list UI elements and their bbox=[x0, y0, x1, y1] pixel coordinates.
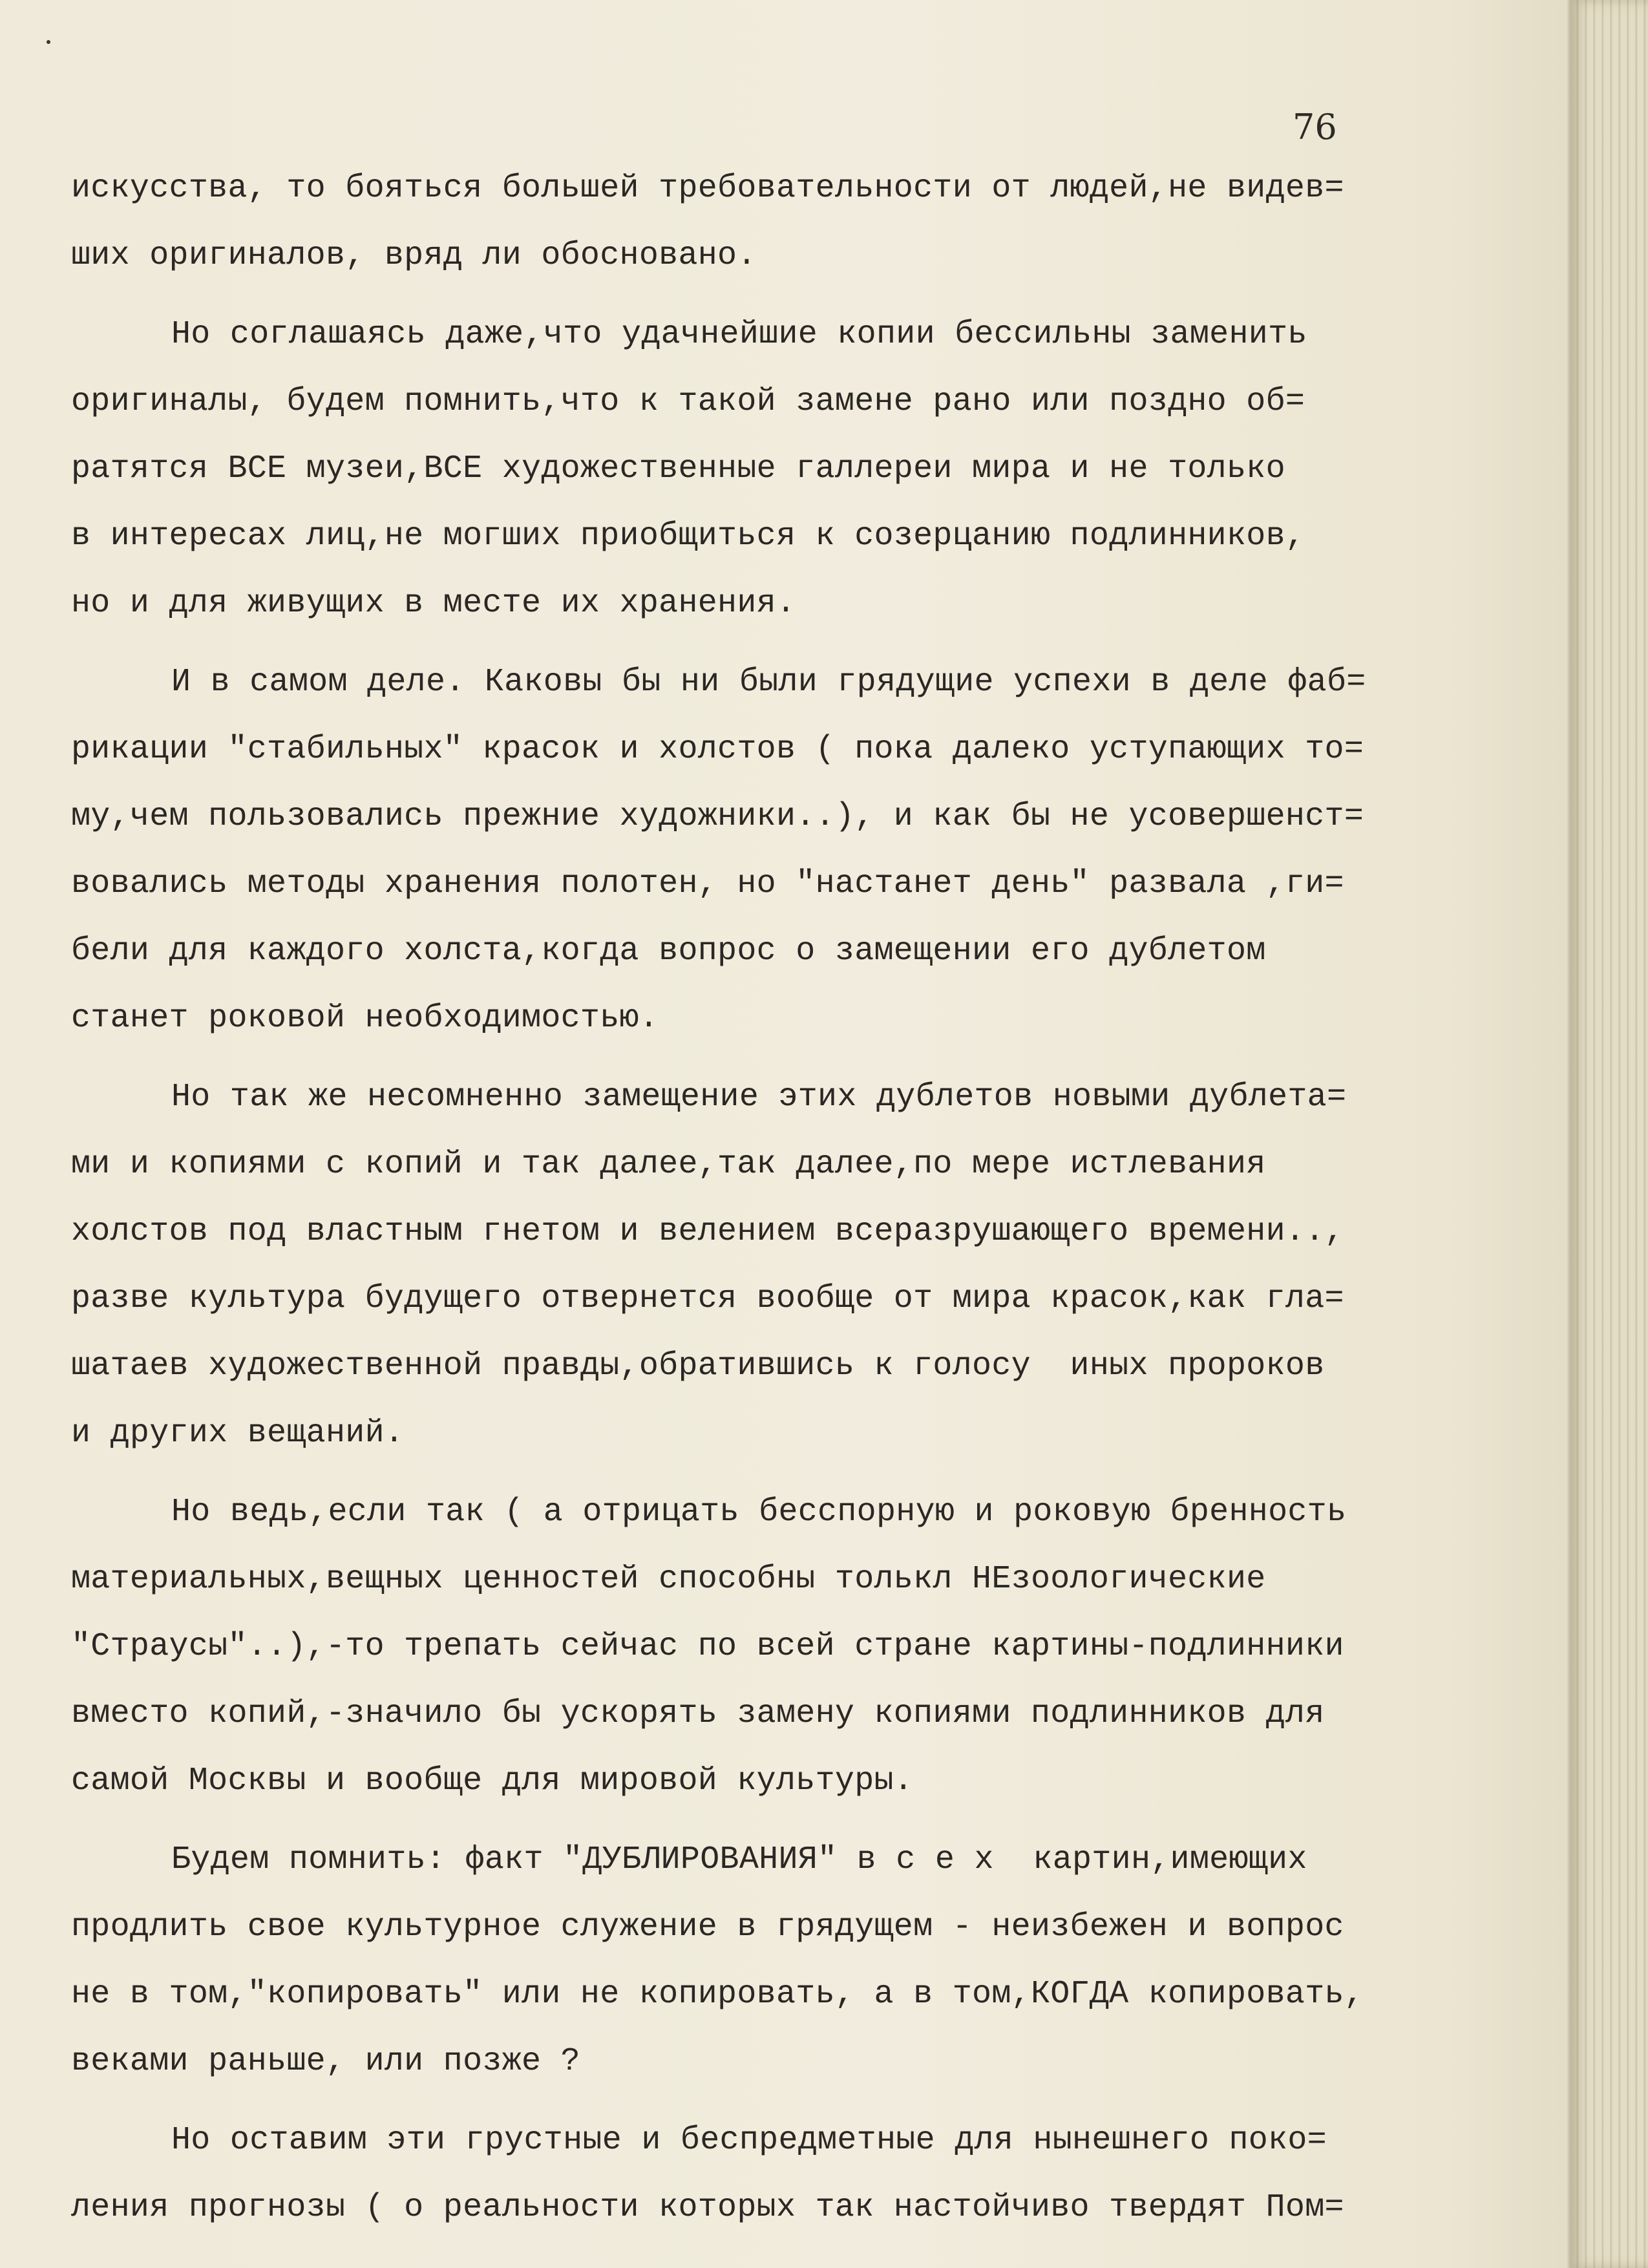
text-line: но и для живущих в месте их хранения. bbox=[71, 585, 796, 622]
text-line: разве культура будущего отвернется вообще от мира красок,как гла= bbox=[71, 1280, 1344, 1317]
typescript-body bbox=[71, 155, 1506, 2242]
text-line: самой Москвы и вообще для мировой культуры. bbox=[71, 1763, 914, 1799]
text-line: ления прогнозы ( о реальности которых так настойчиво твердят Пом= bbox=[71, 2189, 1344, 2226]
text-line: рикации "стабильных" красок и холстов ( пока далеко уступающих то= bbox=[71, 731, 1364, 768]
text-line: холстов под властным гнетом и велением всеразрушающего времени.., bbox=[71, 1213, 1344, 1250]
text-line: в интересах лиц,не могших приобщиться к созерцанию подлинников, bbox=[71, 518, 1305, 555]
page-number: 76 bbox=[1293, 107, 1337, 147]
text-line: "Страусы"..),-то трепать сейчас по всей стране картины-подлинники bbox=[71, 1628, 1344, 1665]
text-line: Но ведь,если так ( а отрицать бесспорную и роковую бренность bbox=[171, 1494, 1347, 1531]
text-line: ми и копиями с копий и так далее,так далее,по мере истлевания bbox=[71, 1146, 1266, 1183]
text-line: ших оригиналов, вряд ли обосновано. bbox=[71, 237, 757, 274]
paragraph-gap bbox=[71, 1815, 1506, 1827]
ink-speck bbox=[47, 40, 50, 44]
paragraph-gap bbox=[71, 1467, 1506, 1479]
paragraph-gap bbox=[71, 637, 1506, 649]
text-line: станет роковой необходимостью. bbox=[71, 1000, 659, 1037]
text-line: му,чем пользовались прежние художники..), и как бы не усовершенст= bbox=[71, 798, 1364, 835]
text-line: Будем помнить: факт "ДУБЛИРОВАНИЯ" в с е х картин,имеющих bbox=[171, 1841, 1307, 1878]
text-line: продлить свое культурное служение в грядущем - неизбежен и вопрос bbox=[71, 1909, 1344, 1945]
paragraph-gap bbox=[71, 2095, 1506, 2107]
text-line: вместо копий,-значило бы ускорять замену копиями подлинников для bbox=[71, 1695, 1325, 1732]
paragraph-gap bbox=[71, 290, 1506, 301]
text-line: вовались методы хранения полотен, но "настанет день" развала ,ги= bbox=[71, 865, 1344, 902]
text-line: оригиналы, будем помнить,что к такой замене рано или поздно об= bbox=[71, 383, 1305, 420]
text-line: ратятся ВСЕ музеи,ВСЕ художественные галлереи мира и не только bbox=[71, 450, 1285, 487]
text-line: и других вещаний. bbox=[71, 1415, 405, 1452]
text-line: Но оставим эти грустные и беспредметные для нынешнего поко= bbox=[171, 2122, 1327, 2159]
text-line: материальных,вещных ценностей способны толькл НЕзоологические bbox=[71, 1561, 1266, 1598]
text-line: шатаев художественной правды,обратившись к голосу иных пророков bbox=[71, 1348, 1325, 1384]
page-stack-edges bbox=[1570, 0, 1648, 2268]
text-line: Но так же несомненно замещение этих дублетов новыми дублета= bbox=[171, 1079, 1347, 1116]
text-line: бели для каждого холста,когда вопрос о замещении его дублетом bbox=[71, 933, 1266, 970]
text-line: И в самом деле. Каковы бы ни были грядущие успехи в деле фаб= bbox=[171, 664, 1366, 701]
text-line: не в том,"копировать" или не копировать, а в том,КОГДА копировать, bbox=[71, 1976, 1364, 2013]
text-line: Но соглашаясь даже,что удачнейшие копии бессильны заменить bbox=[171, 316, 1307, 353]
text-line: искусства, то бояться большей требовательности от людей,не видев= bbox=[71, 170, 1344, 207]
text-line: веками раньше, или позже ? bbox=[71, 2043, 580, 2080]
paragraph-gap bbox=[71, 1052, 1506, 1064]
